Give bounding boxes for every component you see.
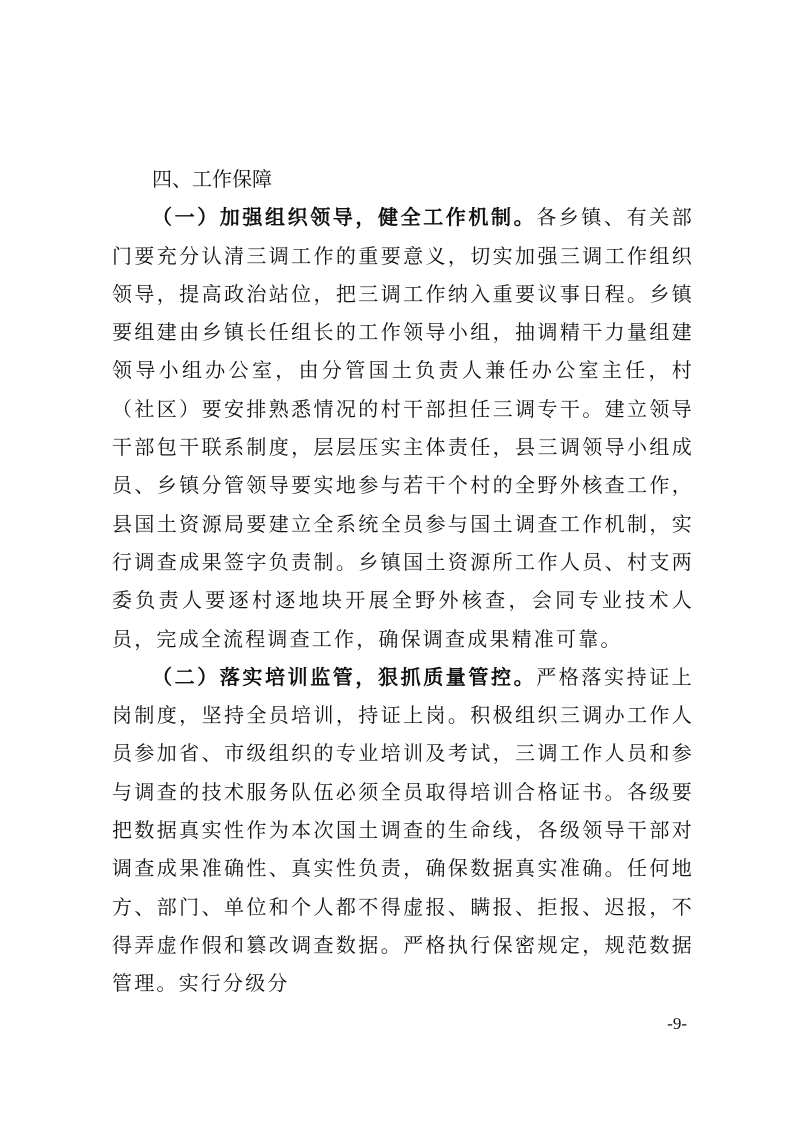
paragraph-body-text: 严格落实持证上岗制度，坚持全员培训，持证上岗。积极组织三调办工作人员参加省、市级组织的专业培训及考试，三调工作人员和参与调查的技术服务队伍必须全员取得培训合格证书。各级要把数据真实性作为本次国土调查的生命线，各级领导干部对调查成果准确性、真实性负责，确保数据真实准确。任何地方、部门、单位和个人都不得虚报、瞒报、拒报、迟报，不得弄虚作假和篡改调查数据。严格执行保密规定，规范数据管理。实行分级分 [112,664,694,996]
section-heading: 四、工作保障 [152,167,272,191]
document-body [112,160,694,1003]
paragraph-organization-leadership [112,198,694,658]
paragraph-training-supervision [112,658,694,1003]
page-number: -9- [667,1014,687,1033]
paragraph-body-text: 各乡镇、有关部门要充分认清三调工作的重要意义，切实加强三调工作组织领导，提高政治站位，把三调工作纳入重要议事日程。乡镇要组建由乡镇长任组长的工作领导小组，抽调精干力量组建领导小组办公室，由分管国土负责人兼任办公室主任，村（社区）要安排熟悉情况的村干部担任三调专干。建立领导干部包干联系制度，层层压实主体责任，县三调领导小组成员、乡镇分管领导要实地参与若干个村的全野外核查工作，县国土资源局要建立全系统全员参与国土调查工作机制，实行调查成果签字负责制。乡镇国土资源所工作人员、村支两委负责人要逐村逐地块开展全野外核查，会同专业技术人员，完成全流程调查工作，确保调查成果精准可靠。 [112,205,694,651]
paragraph-lead-heading: （一）加强组织领导，健全工作机制。 [152,205,537,230]
paragraph-lead-heading: （二）落实培训监管，狠抓质量管控。 [152,664,537,689]
